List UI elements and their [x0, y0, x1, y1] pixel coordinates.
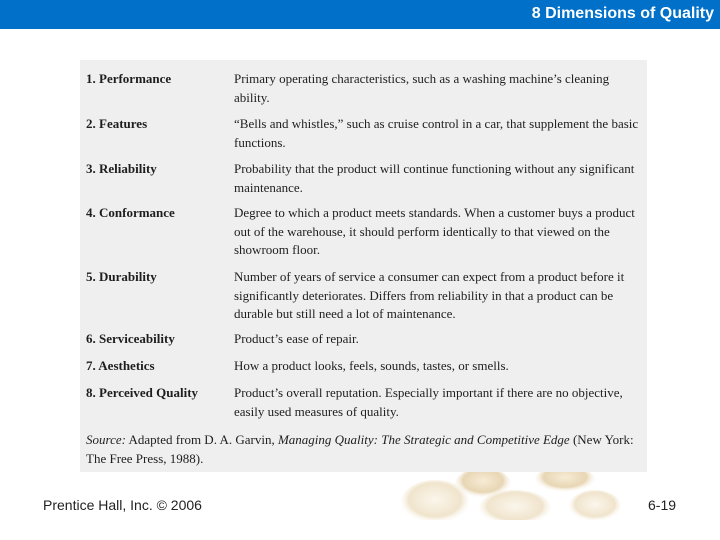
dimension-description: Degree to which a product meets standards. When a customer buys a product out of the warehouse, it should perform identically to that viewed on the showroom floor.	[234, 205, 635, 257]
dimension-description: Primary operating characteristics, such as a washing machine’s cleaning ability.	[234, 71, 610, 105]
footer-publisher: Prentice Hall, Inc. © 2006	[43, 497, 202, 513]
dimension-label: 7. Aesthetics	[86, 358, 155, 373]
decorative-image	[395, 472, 625, 520]
dimension-label: 6. Serviceability	[86, 331, 175, 346]
source-label: Source:	[86, 432, 126, 447]
dimension-label: 8. Perceived Quality	[86, 385, 199, 400]
dimension-description: “Bells and whistles,” such as cruise control in a car, that supplement the basic functions.	[234, 116, 639, 150]
source-text-after: (New York: The Free Press, 1988).	[86, 432, 634, 466]
dimension-description: Product’s overall reputation. Especially important if there are no objective, easily used measures of quality.	[234, 385, 623, 419]
dimension-description: Number of years of service a consumer can expect from a product before it significantly deteriorates. Differs from reliability in that a product can be durable but still need a lot of maintenance.	[234, 269, 625, 321]
slide-title: 8 Dimensions of Quality	[531, 5, 714, 22]
footer-slide-number: 6-19	[648, 497, 677, 513]
dimension-description: How a product looks, feels, sounds, tastes, or smells.	[234, 358, 509, 373]
dimension-description: Product’s ease of repair.	[234, 331, 359, 346]
source-book-title: Managing Quality: The Strategic and Competitive Edge	[277, 432, 570, 447]
source-text-before: Adapted from D. A. Garvin,	[128, 432, 278, 447]
dimensions-table	[80, 60, 647, 472]
source-citation	[86, 431, 646, 468]
dimension-label: 2. Features	[86, 116, 148, 131]
dimension-description: Probability that the product will continue functioning without any significant maintenance.	[234, 161, 635, 195]
dimension-label: 4. Conformance	[86, 205, 175, 220]
dimension-label: 5. Durability	[86, 269, 157, 284]
dimension-label: 3. Reliability	[86, 161, 157, 176]
title-bar	[0, 0, 720, 29]
dimension-label: 1. Performance	[86, 71, 172, 86]
